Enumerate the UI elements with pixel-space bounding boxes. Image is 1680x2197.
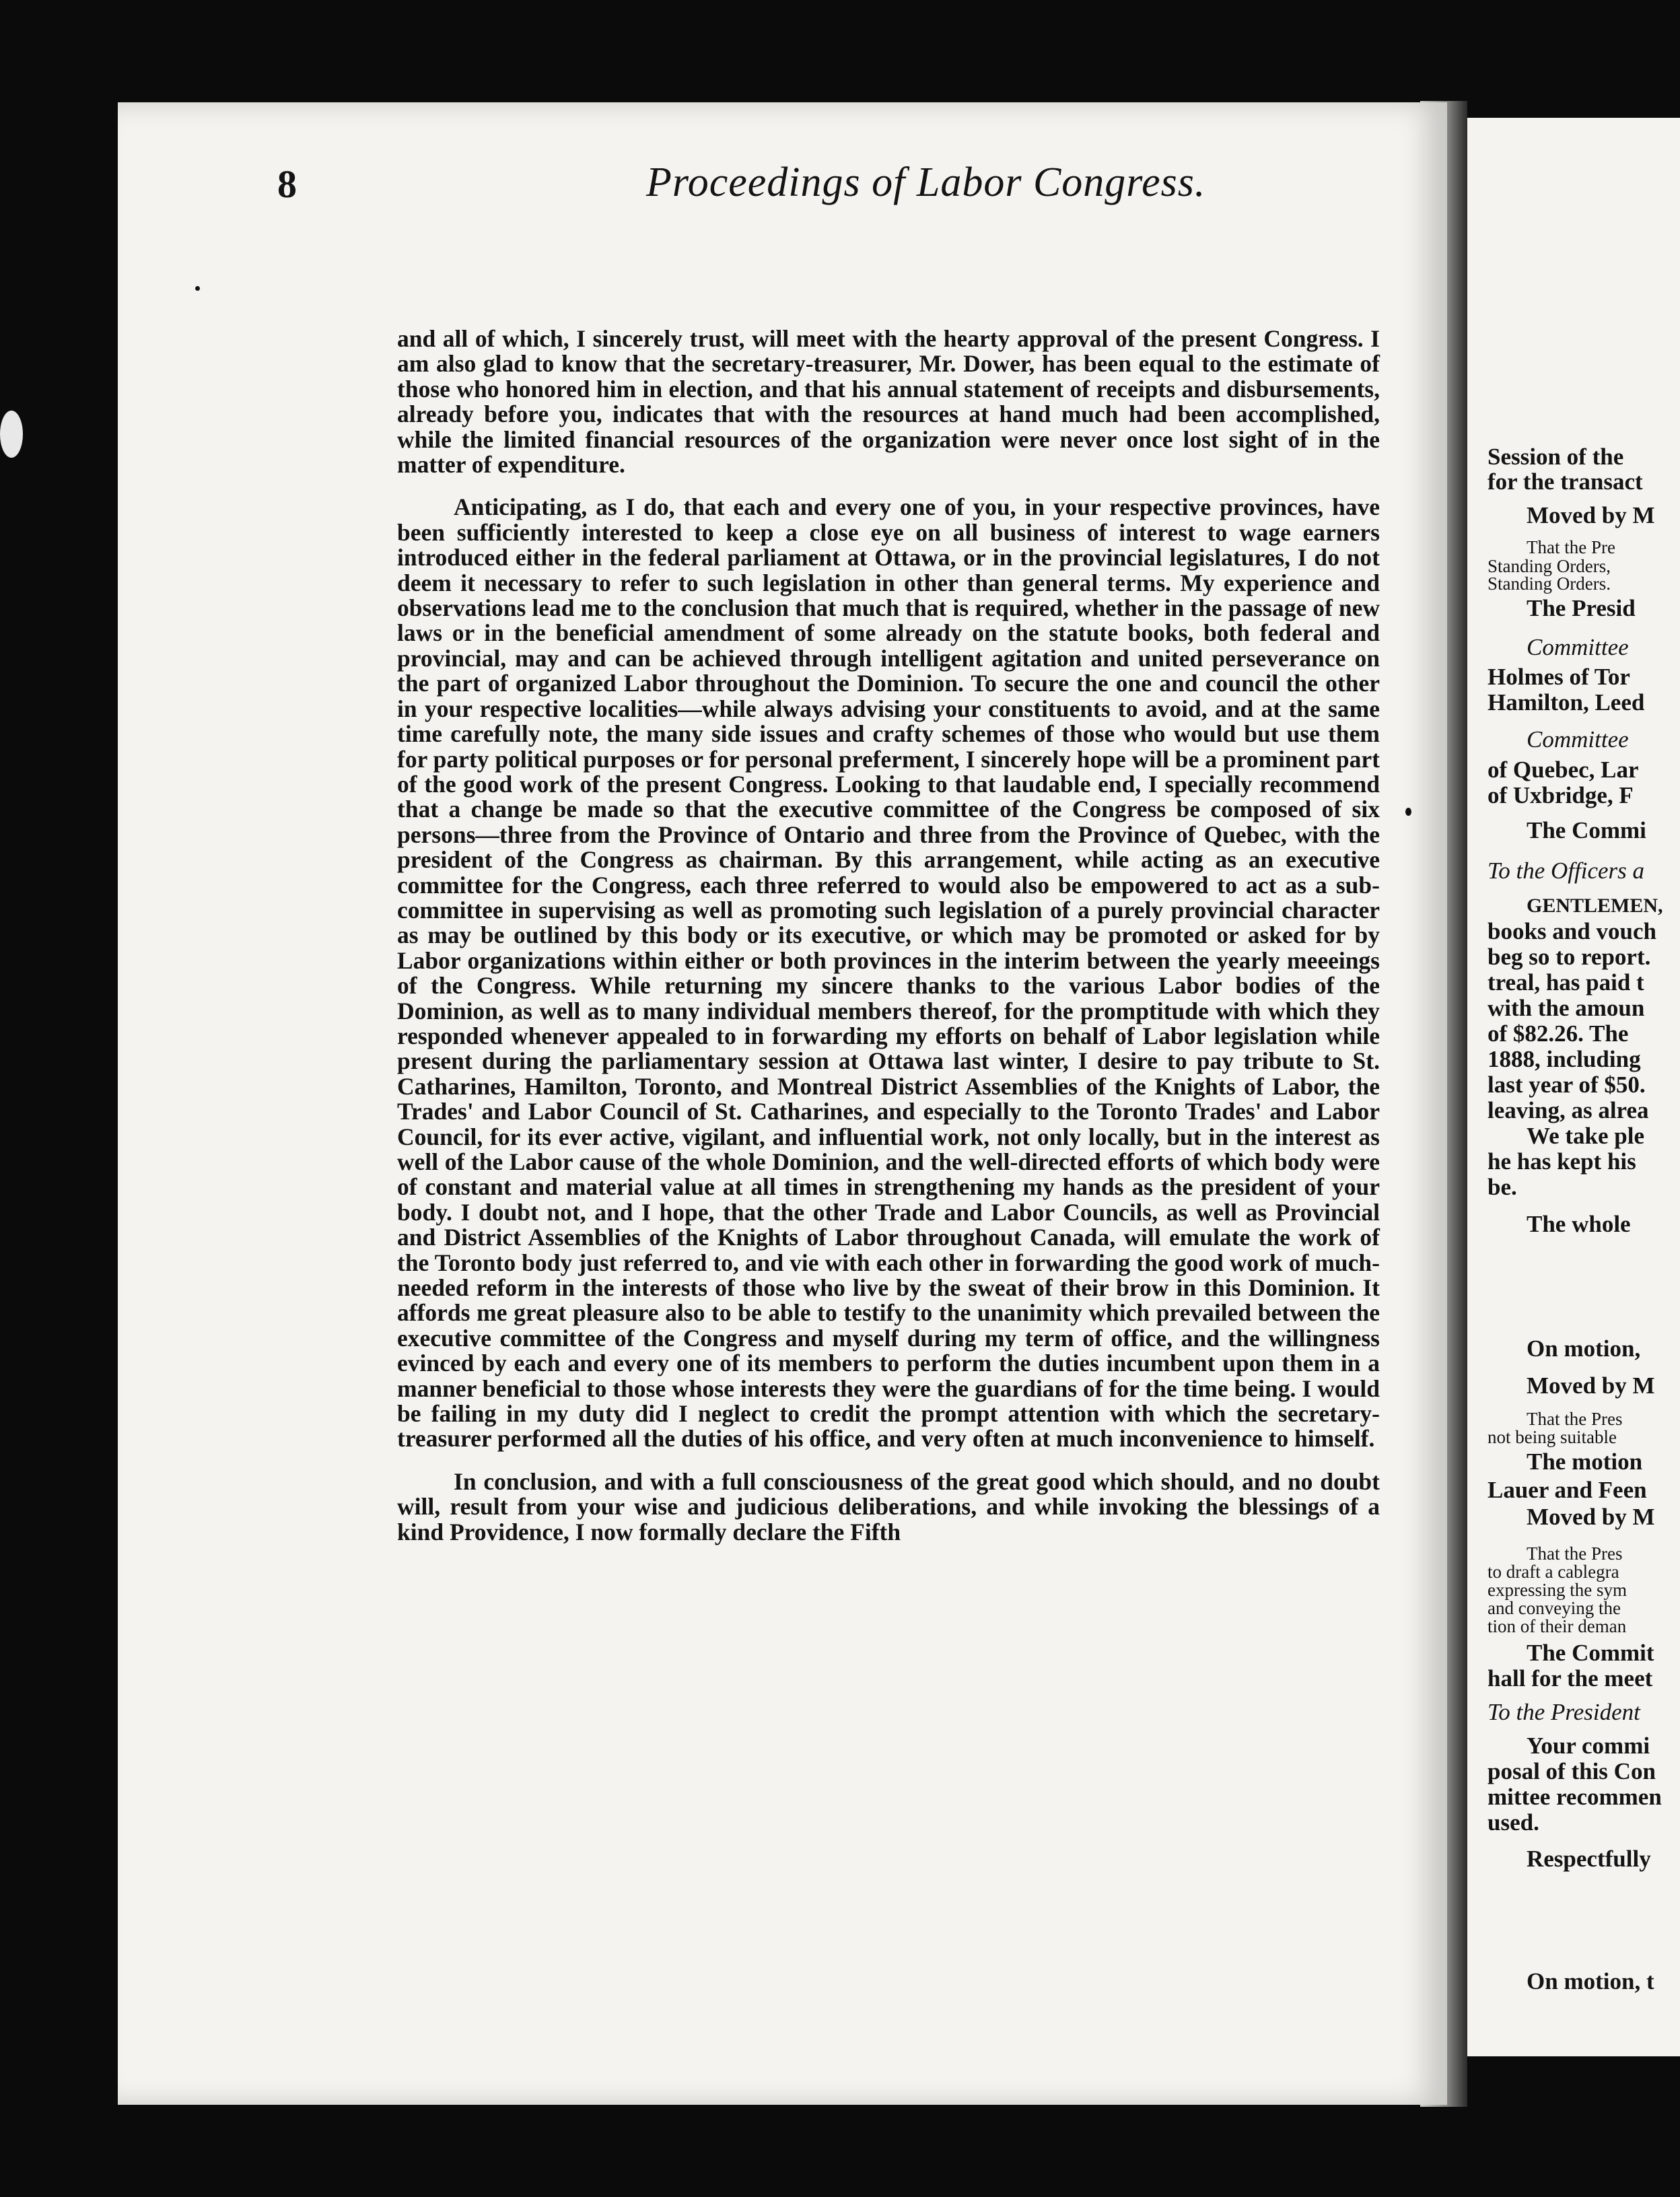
facing-line: hall for the meet <box>1488 1665 1653 1692</box>
paragraph: and all of which, I sincerely trust, will meet with the hearty approval of the present Congress. I am also glad to know that the secretary-treasurer, Mr. Dower, has been equal to the estimate of those who honored him in election, and that his annual statement of receipts and disbursements, already before you, indicates that with the resources at hand much had been accomplished, while the limited financial resources of the organization were never once lost sight of in the matter of expenditure. <box>397 325 1380 479</box>
body-text <box>397 326 1380 1545</box>
facing-line: Standing Orders, <box>1488 556 1611 576</box>
facing-line: On motion, <box>1527 1335 1641 1362</box>
paragraph: Anticipating, as I do, that each and every one of you, in your respective provinces, have been sufficiently interested to keep a close eye on all business of interest to wage earners introduced either in the federal parliament at Ottawa, or in the provincial legislatures, I do not deem it necessary to refer to such legislation in other than general terms. My experience and observations lead me to the conclusion that much that is required, whether in the passage of new laws or in the beneficial amendment of some already on the statute books, both federal and provincial, may and can be achieved through intelligent agitation and united perseverance on the part of organized Labor throughout the Dominion. To secure the one and council the other in your respective localities—while always advising your constituents to avoid, and at the same time carefully note, the many side issues and crafty schemes of those who would but use them for party political purposes or for personal preferment, I sincerely hope will be a prominent part of the good work of the present Congress. Looking to that laudable end, I specially recommend that a change be made so that the executive committee of the Congress be composed of six persons—three from the Province of Ontario and three from the Province of Quebec, with the president of the Congress as chairman. By this arrangement, while acting as an executive committee for the Congress, each three referred to would also be empowered to act as a sub-committee in supervising as well as promoting such legislation of a purely provincial character as may be outlined by this body or its executive, or which may be promoted or asked for by Labor organizations within either or both provinces in the interim between the yearly meeeings of the Congress. While returning my sincere thanks to the various Labor bodies of the Dominion, as well as to many individual members thereof, for the promptitude with which they responded whenever appealed to in forwarding my efforts on behalf of Labor legislation while present during the parliamentary session at Ottawa last winter, I desire to pay tribute to St. Catharines, Hamilton, Toronto, and Montreal District Assemblies of the Knights of Labor, the Trades' and Labor Council of St. Catharines, and especially to the Toronto Trades' and Labor Council, for its ever active, vigilant, and influential work, not only locally, but in the interest as well of the Labor cause of the whole Dominion, and the well-directed efforts of which body were of constant and material value at all times in strengthening my hands as the president of your body. I doubt not, and I hope, that the other Trade and Labor Councils, as well as Provincial and District Assemblies of the Knights of Labor throughout Canada, will emulate the work of the Toronto body just referred to, and vie with each other in forwarding the good work of much-needed reform in the interests of those who live by the sweat of their brow in this Dominion. It affords me great pleasure also to be able to testify to the unanimity which prevailed between the executive committee of the Congress and myself during my term of office, and the willingness evinced by each and every one of its members to perform the duties incumbent upon them in a manner beneficial to those whose interests they were the guardians of for the time being. I would be failing in my duty did I neglect to credit the prompt attention with which the secretary-treasurer performed all the duties of his office, and very often at much inconvenience to himself. <box>397 493 1380 1453</box>
facing-line: with the amoun <box>1488 995 1645 1021</box>
facing-line: Committee <box>1527 726 1629 753</box>
facing-line: and conveying the <box>1488 1598 1621 1618</box>
facing-line: he has kept his <box>1488 1148 1636 1175</box>
facing-line: for the transact <box>1488 468 1643 495</box>
facing-line: posal of this Con <box>1488 1758 1656 1784</box>
facing-line: of Quebec, Lar <box>1488 757 1639 783</box>
facing-line: Session of the <box>1488 444 1624 470</box>
facing-line: not being suitable <box>1488 1427 1617 1447</box>
facing-line: Committee <box>1527 634 1629 660</box>
facing-line: That the Pres <box>1527 1409 1623 1429</box>
facing-line: Hamilton, Leed <box>1488 689 1645 716</box>
facing-line: Moved by M <box>1527 1372 1655 1399</box>
facing-line: Your commi <box>1527 1733 1650 1759</box>
facing-line: of Uxbridge, F <box>1488 782 1634 808</box>
facing-page <box>1467 118 1680 2056</box>
page-number: 8 <box>277 162 297 206</box>
facing-line: Moved by M <box>1527 502 1655 528</box>
facing-line: The motion <box>1527 1449 1643 1475</box>
facing-line: The Presid <box>1527 595 1636 621</box>
facing-line: Moved by M <box>1527 1504 1655 1530</box>
scan-artifact <box>1405 808 1411 816</box>
facing-line: The Commi <box>1527 817 1646 843</box>
facing-line: books and vouch <box>1488 918 1656 944</box>
facing-line: Standing Orders. <box>1488 573 1611 594</box>
paragraph: In conclusion, and with a full consciousness of the great good which should, and no doubt will, result from your wise and judicious deliberations, and while invoking the blessings of a kind Providence, I now formally declare the Fifth <box>397 1467 1380 1545</box>
facing-line: 1888, including <box>1488 1046 1641 1072</box>
facing-line: To the Officers a <box>1488 858 1645 884</box>
facing-line: On motion, t <box>1527 1968 1654 1994</box>
facing-line: be. <box>1488 1174 1517 1200</box>
running-title: Proceedings of Labor Congress. <box>646 160 1206 205</box>
facing-line: tion of their deman <box>1488 1616 1627 1636</box>
facing-line: Respectfully <box>1527 1846 1651 1872</box>
facing-line: beg so to report. <box>1488 944 1651 970</box>
facing-line: That the Pre <box>1527 537 1615 557</box>
facing-line: leaving, as alrea <box>1488 1097 1649 1123</box>
facing-line: expressing the sym <box>1488 1580 1627 1600</box>
scan-artifact <box>0 411 23 458</box>
facing-line: The Commit <box>1527 1640 1654 1666</box>
facing-line: mittee recommen <box>1488 1784 1662 1810</box>
facing-line: used. <box>1488 1809 1539 1836</box>
facing-line: To the President <box>1488 1699 1640 1725</box>
facing-line: That the Pres <box>1527 1543 1623 1564</box>
facing-line: We take ple <box>1527 1123 1644 1149</box>
facing-line: of $82.26. The <box>1488 1020 1629 1047</box>
facing-line: treal, has paid t <box>1488 969 1644 996</box>
facing-line: Holmes of Tor <box>1488 664 1630 690</box>
facing-line: GENTLEMEN, <box>1527 895 1663 917</box>
facing-line: to draft a cablegra <box>1488 1562 1619 1582</box>
scan-artifact <box>195 286 200 291</box>
facing-line: last year of $50. <box>1488 1072 1646 1098</box>
facing-line: The whole <box>1527 1211 1631 1237</box>
facing-line: Lauer and Feen <box>1488 1477 1647 1503</box>
